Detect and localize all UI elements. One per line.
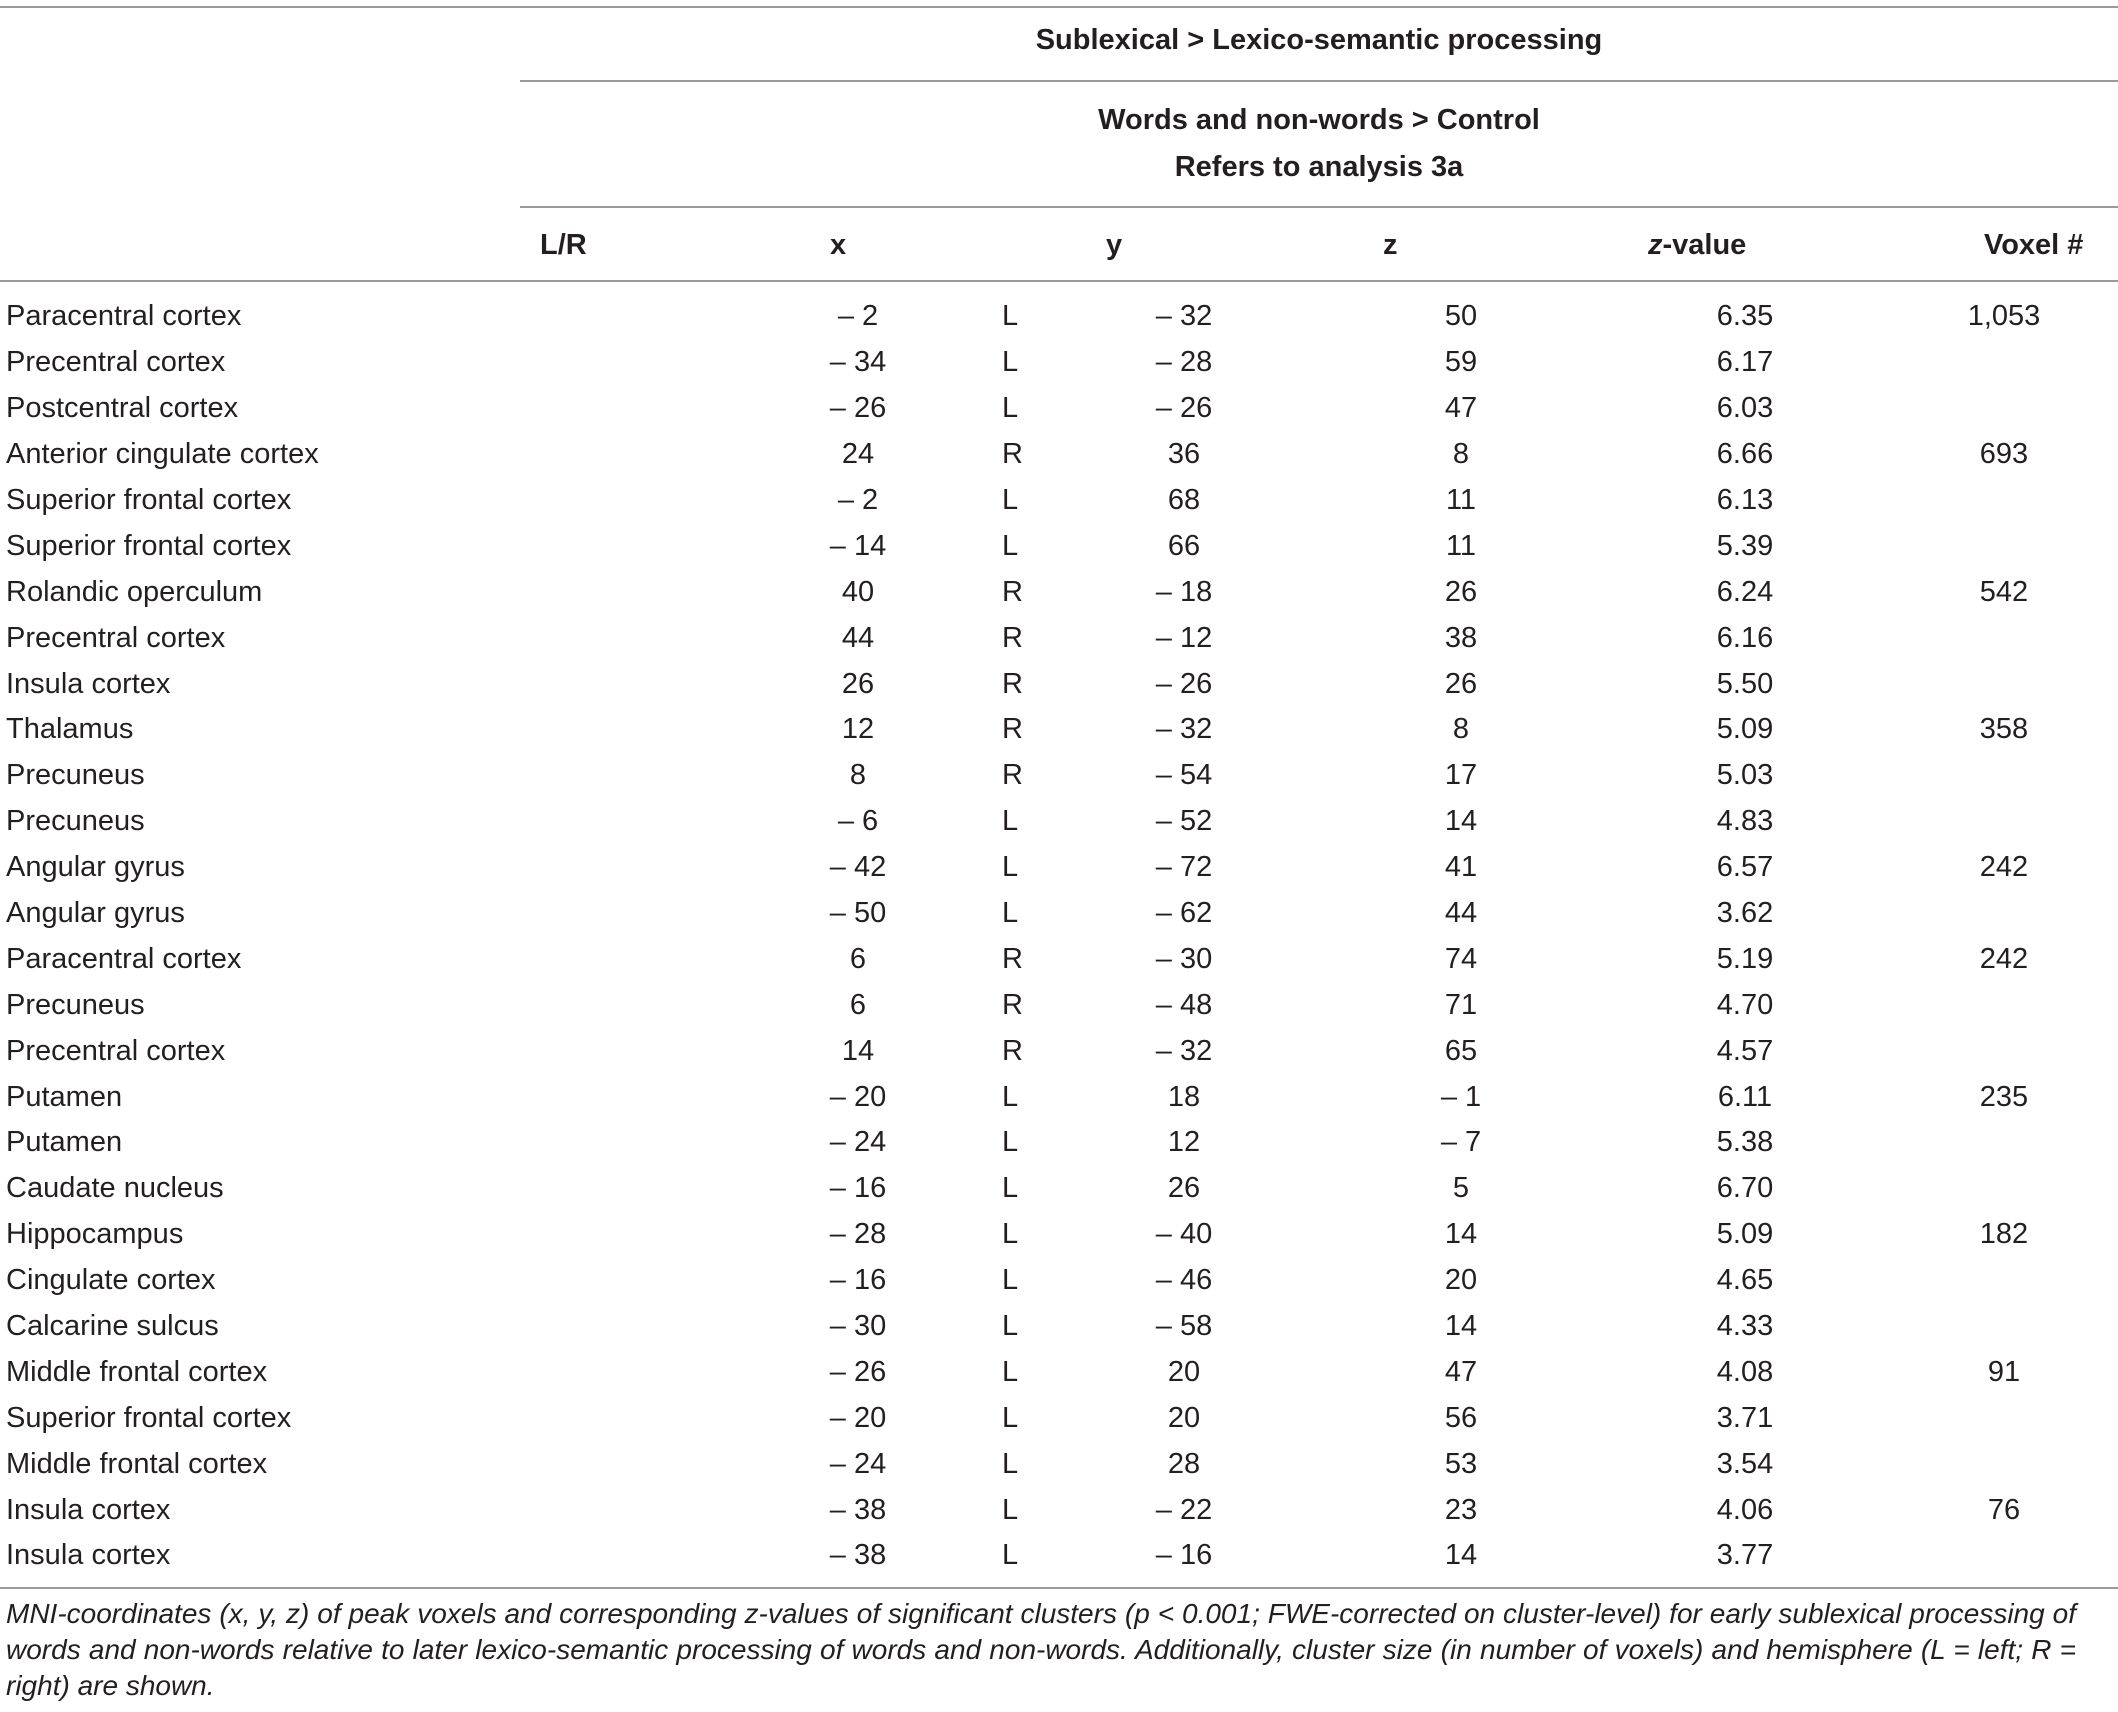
hemisphere-cell: R: [1002, 438, 1023, 471]
results-table-body: [0, 294, 2118, 1579]
voxel-count-cell: 693: [1979, 438, 2029, 471]
voxel-count-cell: [1890, 661, 2118, 707]
z-value-cell: 4.70: [1716, 988, 1774, 1021]
hemisphere-cell: L: [1002, 851, 1019, 884]
region-cell: Precentral cortex: [6, 621, 226, 654]
table-row: [0, 936, 2118, 982]
bottom-rule: [0, 1587, 2118, 1589]
z-cell: 47: [1444, 392, 1478, 425]
z-cell: 26: [1444, 667, 1478, 700]
table-row: [0, 661, 2118, 707]
z-cell: 47: [1444, 1355, 1478, 1388]
z-cell: 65: [1444, 1034, 1478, 1067]
z-cell: 44: [1444, 897, 1478, 930]
x-cell: 24: [841, 438, 875, 471]
region-cell: Caudate nucleus: [6, 1172, 224, 1205]
voxel-count-cell: [1890, 1533, 2118, 1579]
z-cell: 14: [1444, 1539, 1478, 1572]
x-cell: 12: [841, 713, 875, 746]
hemisphere-cell: R: [1002, 713, 1023, 746]
hemisphere-cell: R: [1002, 942, 1023, 975]
y-cell: – 22: [1155, 1493, 1213, 1526]
voxel-count-cell: 1,053: [1967, 300, 2041, 333]
z-cell: 14: [1444, 1310, 1478, 1343]
voxel-count-cell: 91: [1987, 1355, 2021, 1388]
table-row: [0, 1395, 2118, 1441]
z-value-cell: 6.11: [1717, 1080, 1773, 1113]
region-cell: Calcarine sulcus: [6, 1310, 219, 1343]
hemisphere-cell: L: [1002, 1126, 1019, 1159]
voxel-count-cell: 242: [1979, 942, 2029, 975]
x-cell: – 16: [829, 1264, 887, 1297]
table-row: [0, 432, 2118, 478]
z-value-cell: 5.03: [1716, 759, 1774, 792]
hemisphere-cell: R: [1002, 667, 1023, 700]
x-cell: 14: [841, 1034, 875, 1067]
voxel-count-cell: 235: [1979, 1080, 2029, 1113]
region-cell: Superior frontal cortex: [6, 484, 292, 516]
region-cell: Putamen: [6, 1126, 123, 1159]
z-value-cell: 6.16: [1716, 621, 1774, 654]
region-cell: Superior frontal cortex: [6, 529, 292, 562]
y-cell: 12: [1167, 1126, 1201, 1159]
z-value-cell: 4.06: [1716, 1493, 1774, 1526]
z-cell: 71: [1444, 988, 1478, 1021]
voxel-count-cell: [1890, 1028, 2118, 1074]
x-cell: – 26: [829, 392, 887, 425]
z-cell: 17: [1444, 759, 1478, 792]
table-row: [0, 891, 2118, 937]
z-cell: 53: [1444, 1447, 1478, 1480]
hemisphere-cell: R: [1002, 575, 1023, 608]
table-row: [0, 845, 2118, 891]
y-cell: – 48: [1155, 988, 1213, 1021]
voxel-count-cell: [1890, 891, 2118, 937]
region-cell: Middle frontal cortex: [6, 1355, 268, 1388]
z-value-cell: 4.83: [1716, 805, 1774, 838]
table-row: [0, 1166, 2118, 1212]
y-cell: – 26: [1155, 392, 1213, 425]
z-value-cell: 6.66: [1716, 438, 1774, 471]
hemisphere-cell: L: [1002, 1355, 1019, 1388]
x-cell: 40: [841, 575, 875, 608]
hemisphere-cell: L: [1002, 1310, 1019, 1343]
hemisphere-cell: L: [1002, 1218, 1019, 1251]
x-cell: 44: [841, 621, 875, 654]
column-header-x: x: [830, 229, 847, 261]
voxel-count-cell: 542: [1979, 575, 2029, 608]
column-header-y: y: [1106, 229, 1123, 261]
y-cell: – 32: [1155, 1034, 1213, 1067]
x-cell: – 14: [829, 529, 887, 562]
hemisphere-cell: L: [1002, 1493, 1019, 1526]
region-cell: Insula cortex: [6, 1493, 171, 1526]
table-row: [0, 1441, 2118, 1487]
z-value-cell: 3.71: [1716, 1401, 1774, 1434]
y-cell: – 26: [1155, 667, 1213, 700]
region-cell: Precuneus: [6, 805, 145, 838]
z-cell: 23: [1444, 1493, 1478, 1526]
y-cell: 20: [1167, 1401, 1201, 1434]
hemisphere-cell: R: [1002, 1034, 1023, 1067]
x-cell: – 20: [829, 1080, 887, 1113]
voxel-count-cell: [1890, 1441, 2118, 1487]
voxel-count-cell: [1890, 799, 2118, 845]
voxel-count-cell: 76: [1987, 1493, 2021, 1526]
region-cell: Middle frontal cortex: [6, 1447, 268, 1480]
table-row: [0, 1212, 2118, 1258]
x-cell: – 38: [829, 1539, 887, 1572]
z-cell: 56: [1444, 1401, 1478, 1434]
hemisphere-cell: L: [1002, 346, 1019, 379]
table-row: [0, 1120, 2118, 1166]
x-cell: – 50: [829, 897, 887, 930]
z-value-italic-part: z: [1648, 229, 1663, 261]
x-cell: – 16: [829, 1172, 887, 1205]
table-row: [0, 523, 2118, 569]
region-cell: Precuneus: [6, 988, 145, 1021]
z-cell: 11: [1445, 529, 1477, 562]
analysis-reference: Refers to analysis 3a: [1174, 151, 1464, 183]
y-cell: – 54: [1155, 759, 1213, 792]
table-row: [0, 386, 2118, 432]
y-cell: – 12: [1155, 621, 1213, 654]
region-cell: Rolandic operculum: [6, 575, 263, 608]
x-cell: – 24: [829, 1447, 887, 1480]
hemisphere-cell: L: [1002, 897, 1019, 930]
table-row: [0, 982, 2118, 1028]
hemisphere-cell: L: [1002, 1401, 1019, 1434]
z-cell: 38: [1444, 621, 1478, 654]
z-cell: 14: [1444, 1218, 1478, 1251]
region-cell: Angular gyrus: [6, 851, 185, 884]
table-row: [0, 569, 2118, 615]
y-cell: – 72: [1155, 851, 1213, 884]
table-row: [0, 294, 2118, 340]
z-value-cell: 5.19: [1716, 942, 1774, 975]
column-header-underline: [0, 280, 2118, 282]
table-row: [0, 1487, 2118, 1533]
x-cell: – 6: [837, 805, 879, 838]
column-header-lr: L/R: [540, 229, 587, 261]
region-cell: Superior frontal cortex: [6, 1401, 292, 1434]
z-value-cell: 6.13: [1716, 484, 1774, 516]
voxel-count-cell: [1890, 1304, 2118, 1350]
y-cell: – 40: [1155, 1218, 1213, 1251]
y-cell: – 30: [1155, 942, 1213, 975]
y-cell: 36: [1167, 438, 1201, 471]
z-cell: – 7: [1440, 1126, 1482, 1159]
z-cell: 59: [1444, 346, 1478, 379]
contrast-title: Sublexical > Lexico-semantic processing: [1035, 24, 1603, 56]
x-cell: – 42: [829, 851, 887, 884]
z-value-cell: 6.17: [1716, 346, 1774, 379]
z-value-cell: 5.50: [1716, 667, 1774, 700]
z-value-cell: 6.03: [1716, 392, 1774, 425]
x-cell: – 28: [829, 1218, 887, 1251]
hemisphere-cell: L: [1002, 1447, 1019, 1480]
region-cell: Cingulate cortex: [6, 1264, 216, 1297]
region-cell: Precentral cortex: [6, 1034, 226, 1067]
voxel-count-cell: 182: [1979, 1218, 2029, 1251]
z-value-cell: 4.08: [1716, 1355, 1774, 1388]
y-cell: 18: [1167, 1080, 1201, 1113]
y-cell: 26: [1167, 1172, 1201, 1205]
z-value-cell: 5.09: [1716, 713, 1774, 746]
hemisphere-cell: L: [1002, 1080, 1019, 1113]
hemisphere-cell: L: [1002, 1539, 1019, 1572]
z-cell: 74: [1444, 942, 1478, 975]
table-row: [0, 615, 2118, 661]
region-cell: Thalamus: [6, 713, 134, 746]
z-value-cell: 4.33: [1716, 1310, 1774, 1343]
column-header-z-value: [1648, 229, 1746, 262]
x-cell: – 20: [829, 1401, 887, 1434]
contrast-title-underline: [520, 80, 2118, 82]
x-cell: 6: [849, 942, 867, 975]
hemisphere-cell: L: [1002, 300, 1019, 333]
y-cell: 20: [1167, 1355, 1201, 1388]
x-cell: – 26: [829, 1355, 887, 1388]
z-value-cell: 5.38: [1716, 1126, 1774, 1159]
table-row: [0, 1074, 2118, 1120]
voxel-count-cell: [1890, 478, 2118, 524]
voxel-count-cell: [1890, 982, 2118, 1028]
voxel-count-cell: [1890, 1258, 2118, 1304]
x-cell: 26: [841, 667, 875, 700]
hemisphere-cell: L: [1002, 1172, 1019, 1205]
y-cell: – 62: [1155, 897, 1213, 930]
y-cell: – 18: [1155, 575, 1213, 608]
z-value-cell: 4.65: [1716, 1264, 1774, 1297]
region-cell: Hippocampus: [6, 1218, 184, 1251]
table-row: [0, 707, 2118, 753]
hemisphere-cell: L: [1002, 392, 1019, 425]
z-value-cell: 6.57: [1716, 851, 1774, 884]
region-cell: Anterior cingulate cortex: [6, 438, 319, 471]
x-cell: 6: [849, 988, 867, 1021]
z-value-cell: 5.09: [1716, 1218, 1774, 1251]
table-row: [0, 1258, 2118, 1304]
voxel-count-cell: 358: [1979, 713, 2029, 746]
voxel-count-cell: [1890, 1166, 2118, 1212]
z-cell: 50: [1444, 300, 1478, 333]
x-cell: – 30: [829, 1310, 887, 1343]
voxel-count-cell: [1890, 523, 2118, 569]
z-value-cell: 3.54: [1716, 1447, 1774, 1480]
hemisphere-cell: R: [1002, 988, 1023, 1021]
column-header-voxel: Voxel #: [1984, 229, 2084, 261]
y-cell: 68: [1167, 484, 1201, 516]
z-cell: 41: [1444, 851, 1478, 884]
z-value-cell: 3.77: [1716, 1539, 1774, 1572]
hemisphere-cell: L: [1002, 529, 1019, 562]
y-cell: 66: [1167, 529, 1201, 562]
y-cell: – 46: [1155, 1264, 1213, 1297]
table-row: [0, 1304, 2118, 1350]
z-cell: 5: [1452, 1172, 1470, 1205]
hemisphere-cell: L: [1002, 805, 1019, 838]
voxel-count-cell: [1890, 1120, 2118, 1166]
hemisphere-cell: L: [1002, 484, 1019, 516]
hemisphere-cell: R: [1002, 759, 1023, 792]
table-row: [0, 340, 2118, 386]
region-cell: Putamen: [6, 1080, 123, 1113]
z-value-rest-part: -value: [1662, 229, 1747, 261]
x-cell: – 2: [837, 300, 879, 333]
y-cell: – 28: [1155, 346, 1213, 379]
table-row: [0, 1533, 2118, 1579]
z-cell: – 1: [1440, 1080, 1482, 1113]
comparison-title-underline: [520, 206, 2118, 208]
results-table: [0, 294, 2118, 1579]
z-value-cell: 6.70: [1716, 1172, 1774, 1205]
z-cell: 26: [1444, 575, 1478, 608]
table-row: [0, 799, 2118, 845]
region-cell: Paracentral cortex: [6, 942, 242, 975]
comparison-title: Words and non-words > Control: [1098, 104, 1540, 136]
voxel-count-cell: [1890, 386, 2118, 432]
region-cell: Insula cortex: [6, 667, 171, 700]
column-header-z: z: [1383, 229, 1398, 261]
table-row: [0, 1028, 2118, 1074]
region-cell: Postcentral cortex: [6, 392, 239, 425]
z-value-cell: 6.24: [1716, 575, 1774, 608]
z-value-cell: 4.57: [1716, 1034, 1774, 1067]
x-cell: – 2: [837, 484, 879, 516]
y-cell: – 32: [1155, 713, 1213, 746]
top-rule: [0, 6, 2118, 8]
table-row: [0, 753, 2118, 799]
voxel-count-cell: [1890, 615, 2118, 661]
table-footnote: MNI-coordinates (x, y, z) of peak voxels and corresponding z-values of significant clusters (p < 0.001; FWE-corrected on cluster-level) for early sublexical processing of words and non-words relative to later lexico-semantic processing of words and non-words. Additionally, cluster size (in number of voxels) and hemisphere (L = left; R = right) are shown.: [6, 1598, 2076, 1701]
z-cell: 20: [1444, 1264, 1478, 1297]
x-cell: – 38: [829, 1493, 887, 1526]
table-row: [0, 1349, 2118, 1395]
z-cell: 14: [1444, 805, 1478, 838]
x-cell: – 34: [829, 346, 887, 379]
region-cell: Insula cortex: [6, 1539, 171, 1572]
z-value-cell: 6.35: [1716, 300, 1774, 333]
hemisphere-cell: R: [1002, 621, 1023, 654]
z-cell: 11: [1445, 484, 1477, 516]
y-cell: – 16: [1155, 1539, 1213, 1572]
region-cell: Angular gyrus: [6, 897, 185, 930]
z-cell: 8: [1452, 713, 1470, 746]
voxel-count-cell: [1890, 1395, 2118, 1441]
z-cell: 8: [1452, 438, 1470, 471]
y-cell: – 52: [1155, 805, 1213, 838]
z-value-cell: 5.39: [1716, 529, 1774, 562]
x-cell: – 24: [829, 1126, 887, 1159]
y-cell: – 32: [1155, 300, 1213, 333]
voxel-count-cell: 242: [1979, 851, 2029, 884]
voxel-count-cell: [1890, 340, 2118, 386]
y-cell: – 58: [1155, 1310, 1213, 1343]
region-cell: Paracentral cortex: [6, 300, 242, 333]
x-cell: 8: [849, 759, 867, 792]
table-row: [0, 478, 2118, 524]
z-value-cell: 3.62: [1716, 897, 1774, 930]
region-cell: Precentral cortex: [6, 346, 226, 379]
y-cell: 28: [1167, 1447, 1201, 1480]
voxel-count-cell: [1890, 753, 2118, 799]
region-cell: Precuneus: [6, 759, 145, 792]
hemisphere-cell: L: [1002, 1264, 1019, 1297]
